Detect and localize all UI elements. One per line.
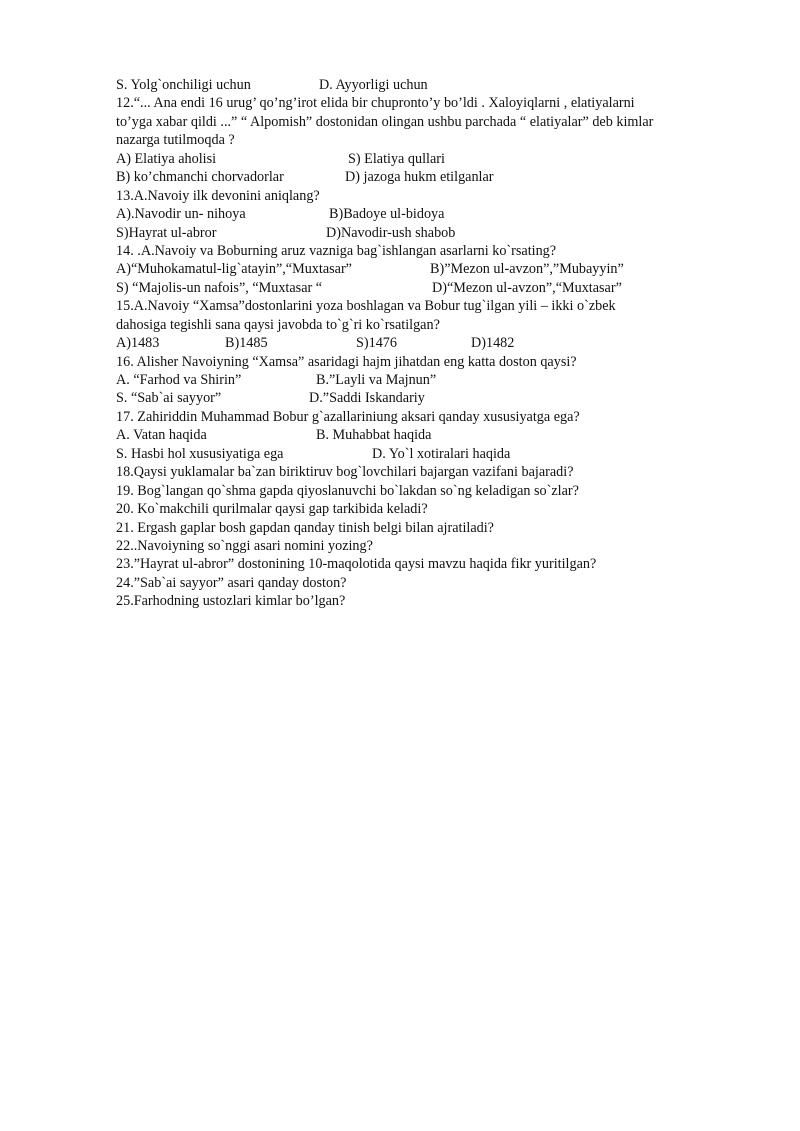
answer-option: B)1485: [225, 335, 268, 352]
question-text-line: 25.Farhodning ustozlari kimlar bo’lgan?: [116, 593, 346, 610]
question-text-line: 21. Ergash gaplar bosh gapdan qanday tinish belgi bilan ajratiladi?: [116, 519, 494, 536]
answer-option: D)“Mezon ul-avzon”,“Muxtasar”: [432, 279, 622, 296]
question-text-line: 18.Qaysi yuklamalar ba`zan biriktiruv bog`lovchilari bajargan vazifani bajaradi?: [116, 464, 574, 481]
answer-option: A)1483: [116, 335, 160, 352]
question-text-line: 16. Alisher Navoiyning “Xamsa” asaridagi hajm jihatdan eng katta doston qaysi?: [116, 353, 577, 370]
question-text-line: 17. Zahiriddin Muhammad Bobur g`azallariniung aksari qanday xususiyatga ega?: [116, 408, 580, 425]
question-text-line: 15.A.Navoiy “Xamsa”dostonlarini yoza boshlagan va Bobur tug`ilgan yili – ikki o`zbek: [116, 298, 616, 315]
answer-option: S)1476: [356, 335, 397, 352]
question-text-line: 13.A.Navoiy ilk devonini aniqlang?: [116, 187, 320, 204]
question-text-line: to’yga xabar qildi ...” “ Alpomish” dostonidan olingan ushbu parchada “ elatiyalar” deb kimlar: [116, 113, 654, 130]
answer-options-line: [116, 426, 756, 444]
answer-options-line: [116, 168, 756, 186]
answer-options-line: [116, 260, 756, 278]
answer-options-line: [116, 334, 756, 352]
answer-option: S) Elatiya qullari: [348, 150, 445, 167]
answer-options-line: [116, 205, 756, 223]
answer-option: S. Yolg`onchiligi uchun: [116, 77, 251, 93]
answer-option: A)“Muhokamatul-lig`atayin”,“Muxtasar”: [116, 261, 352, 278]
answer-option: S. Hasbi hol xususiyatiga ega: [116, 445, 284, 462]
answer-options-line: [116, 279, 756, 297]
answer-option: A) Elatiya aholisi: [116, 150, 217, 167]
question-text-line: 24.”Sab`ai sayyor” asari qanday doston?: [116, 574, 347, 591]
answer-option: D)1482: [471, 335, 515, 352]
answer-option: D.”Saddi Iskandariy: [309, 390, 425, 407]
answer-option: D. Ayyorligi uchun: [319, 77, 428, 93]
answer-option: B)”Mezon ul-avzon”,”Mubayyin”: [430, 261, 624, 278]
question-text-line: 20. Ko`makchili qurilmalar qaysi gap tarkibida keladi?: [116, 501, 428, 518]
answer-option: B. Muhabbat haqida: [316, 427, 432, 444]
question-text-line: dahosiga tegishli sana qaysi javobda to`g`ri ko`rsatilgan?: [116, 316, 440, 333]
answer-option: S. “Sab`ai sayyor”: [116, 390, 222, 407]
question-text-line: 14. .A.Navoiy va Boburning aruz vazniga bag`ishlangan asarlarni ko`rsating?: [116, 242, 557, 259]
answer-option: A).Navodir un- nihoya: [116, 206, 246, 223]
answer-options-line: [116, 371, 756, 389]
answer-option: D)Navodir-ush shabob: [326, 224, 456, 241]
answer-options-line: [116, 445, 756, 463]
answer-option: S) “Majolis-un nafois”, “Muxtasar “: [116, 279, 323, 296]
answer-option: A. “Farhod va Shirin”: [116, 372, 242, 388]
answer-options-line: [116, 389, 756, 407]
question-text-line: 19. Bog`langan qo`shma gapda qiyoslanuvchi bo`lakdan so`ng keladigan so`zlar?: [116, 482, 579, 499]
answer-options-line: [116, 76, 756, 94]
answer-option: B)Badoye ul-bidoya: [329, 206, 445, 223]
answer-option: B) ko’chmanchi chorvadorlar: [116, 169, 284, 186]
answer-options-line: [116, 150, 756, 168]
answer-option: D) jazoga hukm etilganlar: [345, 169, 494, 186]
answer-option: A. Vatan haqida: [116, 427, 207, 444]
document-body: [116, 76, 756, 611]
question-text-line: 12.“... Ana endi 16 urug’ qo’ng’irot elida bir chupronto’y bo’ldi . Xaloyiqlarni , elatiyalarni: [116, 95, 635, 112]
answer-option: S)Hayrat ul-abror: [116, 224, 217, 241]
answer-options-line: [116, 224, 756, 242]
answer-option: B.”Layli va Majnun”: [316, 372, 437, 388]
answer-option: D. Yo`l xotiralari haqida: [372, 445, 511, 462]
question-text-line: nazarga tutilmoqda ?: [116, 132, 235, 149]
question-text-line: 22..Navoiyning so`nggi asari nomini yozing?: [116, 537, 373, 554]
question-text-line: 23.”Hayrat ul-abror” dostonining 10-maqolotida qaysi mavzu haqida fikr yuritilgan?: [116, 556, 597, 573]
